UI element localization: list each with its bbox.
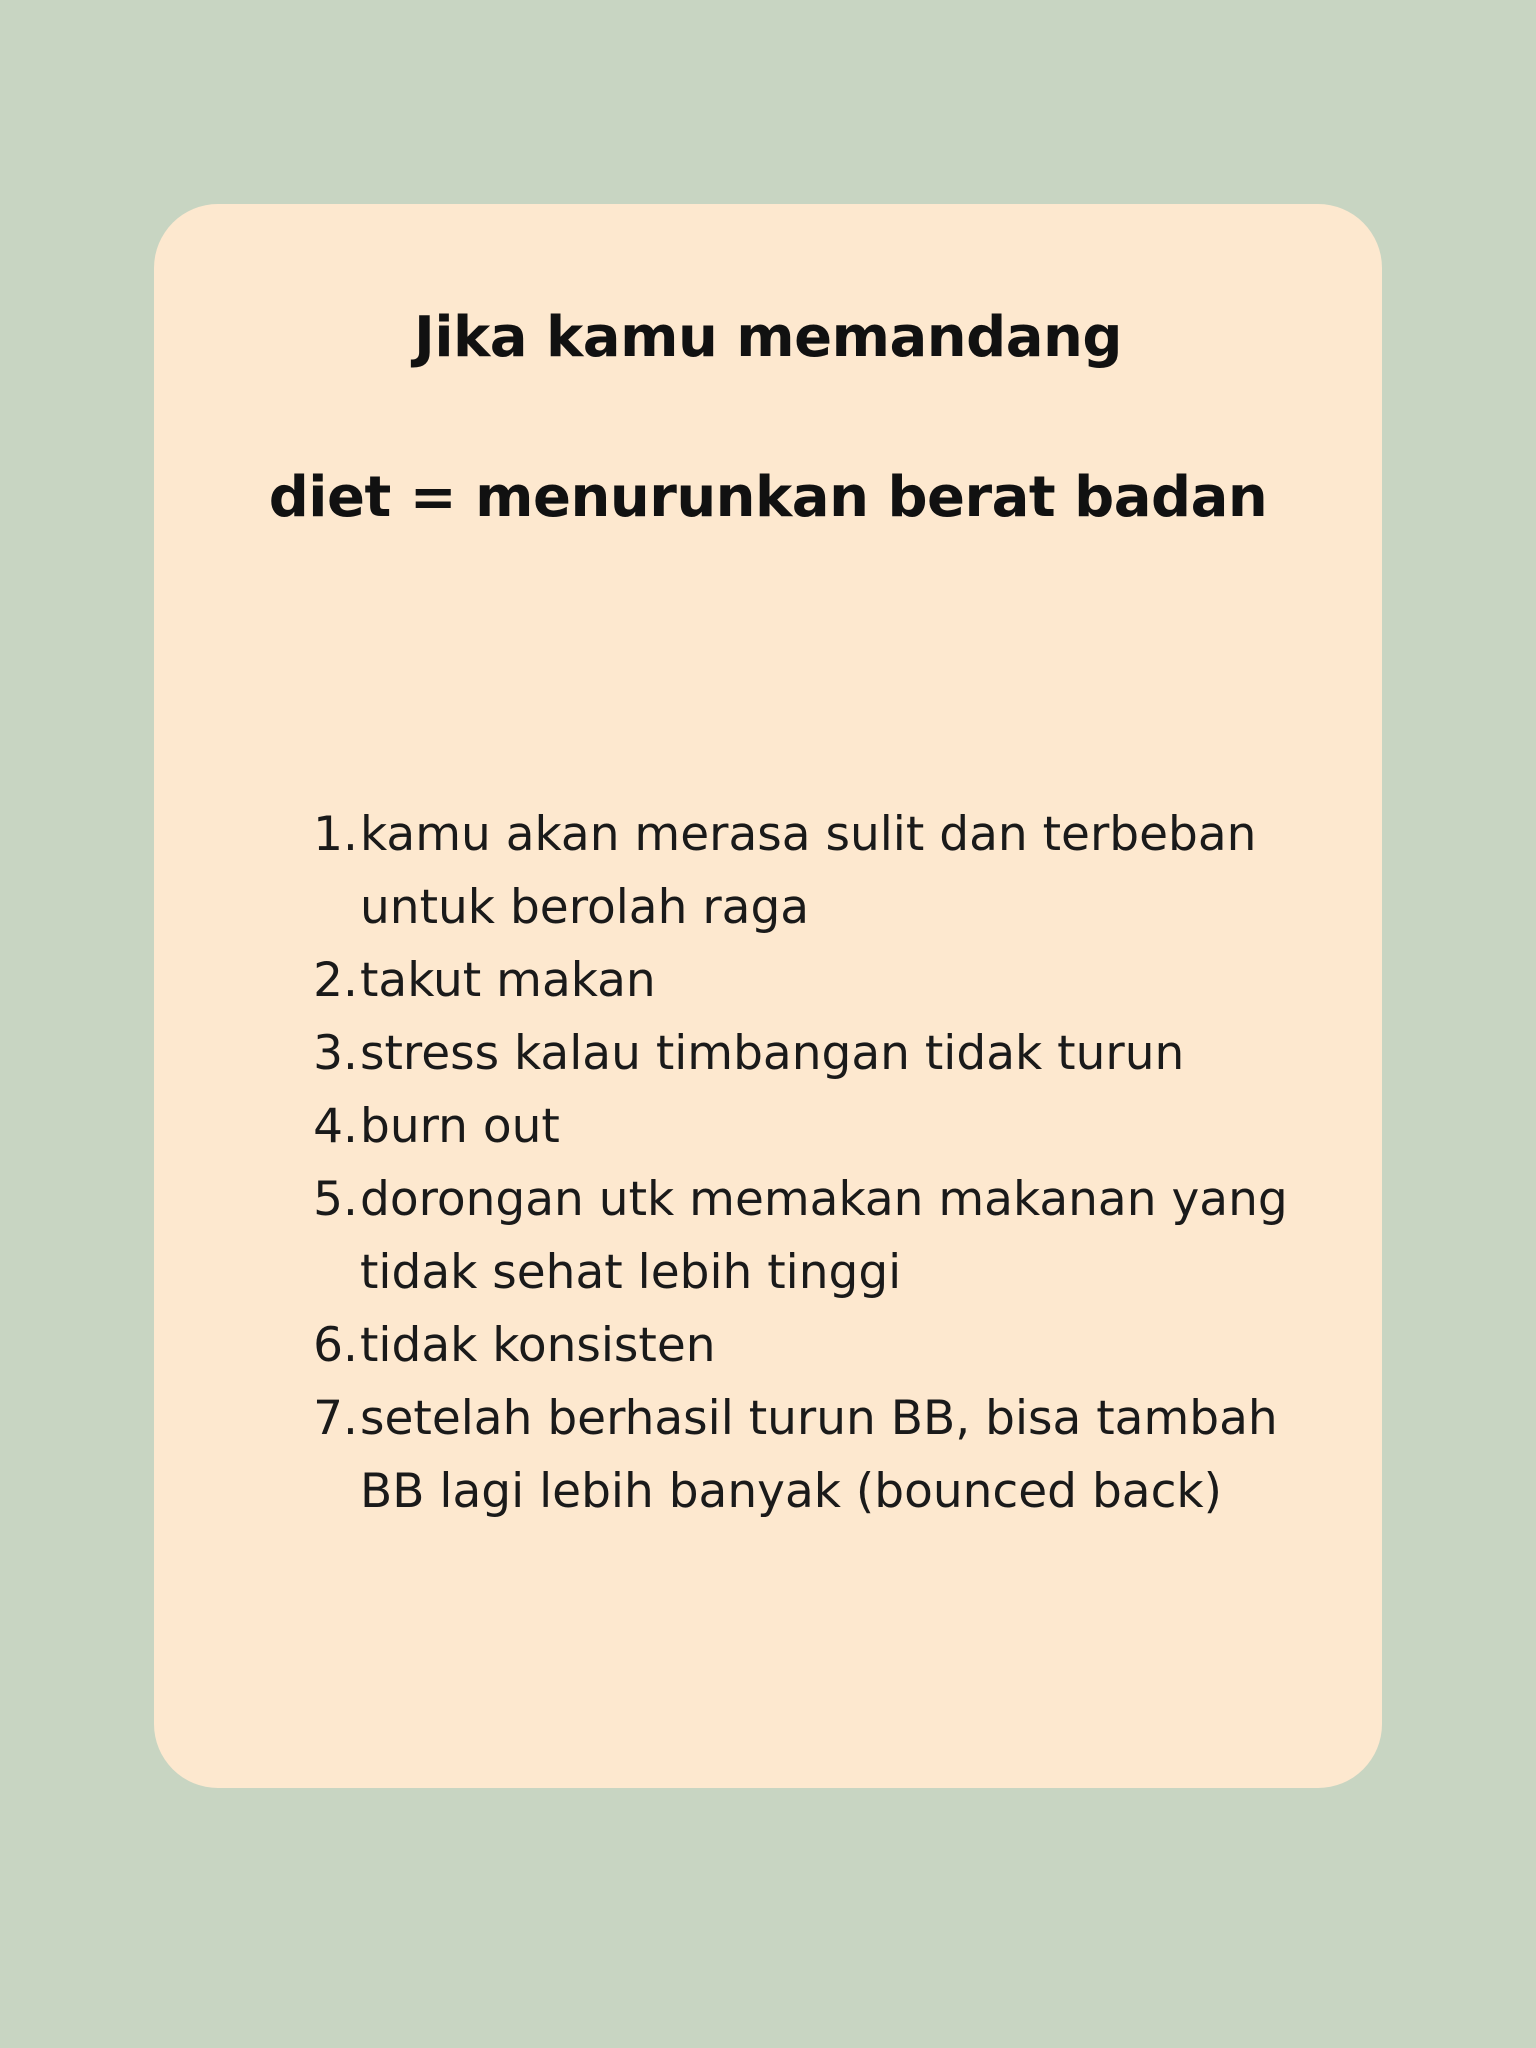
list-item-number: 2.	[313, 953, 358, 1008]
list-item-text: tidak konsisten	[360, 1318, 716, 1373]
list-item-number: 6.	[313, 1318, 358, 1373]
list-item	[304, 798, 1324, 944]
list-item-number: 5.	[313, 1172, 358, 1227]
list-item-text: setelah berhasil turun BB, bisa tambah BB lagi lebih banyak (bounced back)	[360, 1391, 1278, 1519]
consequence-list	[304, 798, 1324, 1528]
list-item-number: 1.	[313, 807, 358, 862]
list-item-text: takut makan	[360, 953, 656, 1008]
list-item	[304, 1163, 1324, 1309]
headline-line-1: Jika kamu memandang	[414, 305, 1122, 370]
list-item	[304, 1017, 1324, 1090]
list-item-text: dorongan utk memakan makanan yang tidak sehat lebih tinggi	[360, 1172, 1288, 1300]
list-item-text: kamu akan merasa sulit dan terbeban untuk berolah raga	[360, 807, 1257, 935]
list-item	[304, 1090, 1324, 1163]
list-item-number: 4.	[313, 1099, 358, 1154]
list-item-text: burn out	[360, 1099, 560, 1154]
list-item-number: 3.	[313, 1026, 358, 1081]
list-item	[304, 944, 1324, 1017]
list-item	[304, 1382, 1324, 1528]
list-item	[304, 1309, 1324, 1382]
info-card	[154, 204, 1382, 1788]
headline-line-2: diet = menurunkan berat badan	[268, 465, 1268, 530]
list-item-text: stress kalau timbangan tidak turun	[360, 1026, 1185, 1081]
list-item-number: 7.	[313, 1391, 358, 1446]
